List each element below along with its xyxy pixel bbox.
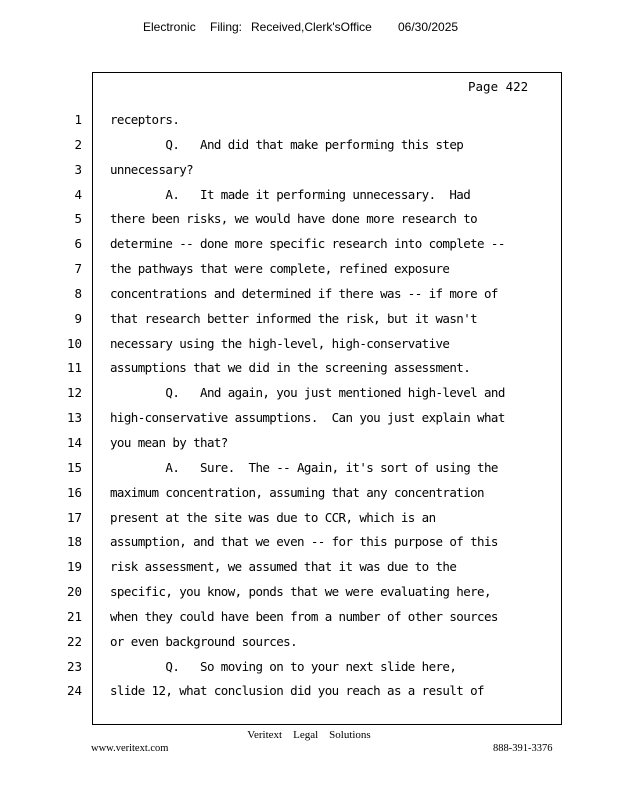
filing-received: Received,Clerk'sOffice [251, 20, 372, 34]
line-number: 2 [74, 136, 82, 152]
footer-website: www.veritext.com [91, 743, 169, 754]
transcript-line: Q. And again, you just mentioned high-level and [110, 385, 505, 401]
filing-electronic: Electronic [143, 20, 196, 34]
transcript-line: concentrations and determined if there was -- if more of [110, 285, 498, 301]
transcript-line: you mean by that? [110, 434, 228, 450]
line-number: 4 [74, 186, 82, 202]
line-number: 17 [66, 509, 82, 525]
line-number: 13 [66, 410, 82, 426]
line-number: 23 [66, 658, 82, 674]
line-number: 8 [74, 285, 82, 301]
footer-phone: 888-391-3376 [493, 743, 553, 754]
transcript-line: A. Sure. The -- Again, it's sort of using the [110, 459, 498, 475]
line-number: 9 [74, 310, 82, 326]
line-number: 1 [74, 112, 82, 127]
footer-company: Veritext Legal Solutions [247, 729, 371, 741]
line-number: 7 [74, 261, 82, 277]
filing-label: Filing: [210, 20, 243, 34]
transcript-line: receptors. [110, 112, 180, 127]
transcript-line: maximum concentration, assuming that any concentration [110, 484, 484, 500]
transcript-line: the pathways that were complete, refined exposure [110, 261, 450, 277]
line-number: 14 [66, 434, 82, 450]
transcript-line: unnecessary? [110, 161, 194, 177]
line-number: 18 [66, 534, 82, 550]
line-number: 22 [66, 633, 82, 649]
line-number: 16 [66, 484, 82, 500]
transcript-text [110, 108, 550, 704]
line-number: 5 [74, 211, 82, 227]
line-number: 24 [66, 683, 82, 699]
line-number: 6 [74, 236, 82, 252]
transcript-line: determine -- done more specific research into complete -- [110, 236, 505, 252]
transcript-line: slide 12, what conclusion did you reach as a result of [110, 683, 484, 699]
transcript-line: specific, you know, ponds that we were evaluating here, [110, 584, 491, 600]
line-number: 15 [66, 459, 82, 475]
line-number: 21 [66, 608, 82, 624]
transcript-line: assumption, and that we even -- for this purpose of this [110, 534, 498, 550]
page-number: Page 422 [468, 79, 529, 94]
transcript-line: when they could have been from a number of other sources [110, 608, 498, 624]
line-number-column [60, 108, 82, 704]
transcript-line: A. It made it performing unnecessary. Had [110, 186, 471, 202]
line-number: 20 [66, 584, 82, 600]
transcript-line: that research better informed the risk, but it wasn't [110, 310, 478, 326]
transcript-line: there been risks, we would have done more research to [110, 211, 478, 227]
transcript-line: high-conservative assumptions. Can you just explain what [110, 410, 505, 426]
line-number: 10 [66, 335, 82, 351]
transcript-line: assumptions that we did in the screening assessment. [110, 360, 471, 376]
line-number: 12 [66, 385, 82, 401]
transcript-line: Q. And did that make performing this step [110, 136, 464, 152]
transcript-line: necessary using the high-level, high-conservative [110, 335, 450, 351]
line-number: 11 [66, 360, 82, 376]
transcript-line: present at the site was due to CCR, which is an [110, 509, 436, 525]
line-number: 3 [74, 161, 82, 177]
filing-date: 06/30/2025 [398, 20, 459, 34]
transcript-line: risk assessment, we assumed that it was due to the [110, 559, 457, 575]
line-number: 19 [66, 559, 82, 575]
transcript-line: or even background sources. [110, 633, 297, 649]
transcript-line: Q. So moving on to your next slide here, [110, 658, 457, 674]
